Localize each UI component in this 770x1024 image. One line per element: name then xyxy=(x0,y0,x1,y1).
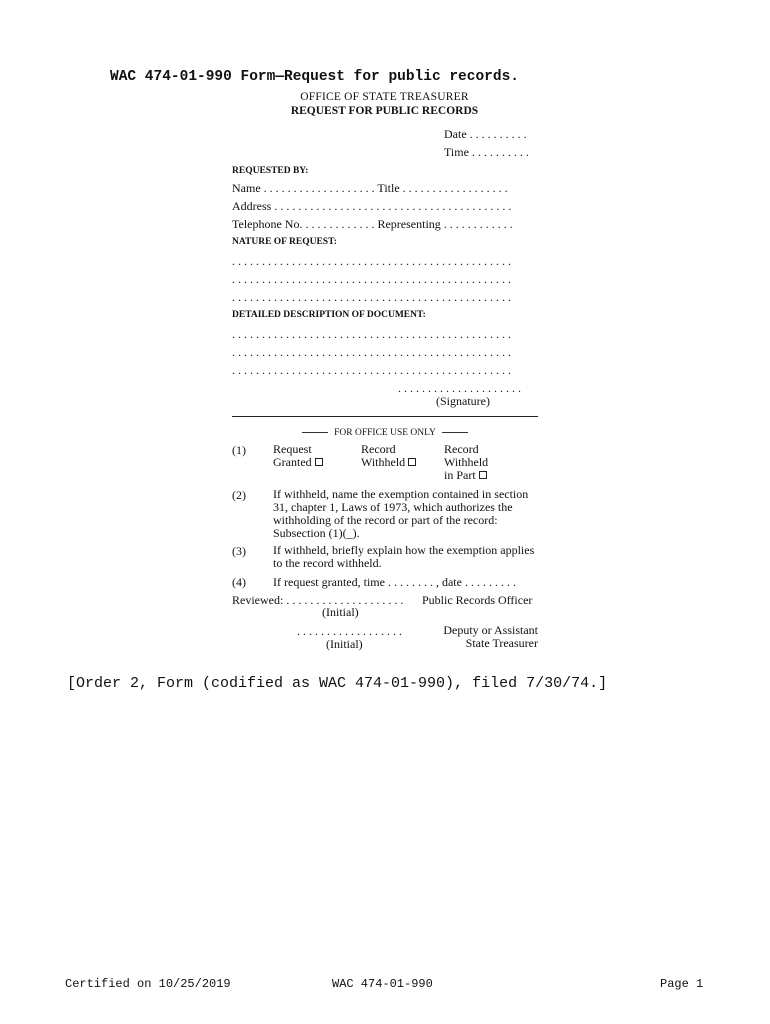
granted-checkbox xyxy=(315,458,323,466)
divider xyxy=(232,416,538,417)
record-withheld-line1: Record xyxy=(361,442,396,456)
nature-of-request-label: NATURE OF REQUEST: xyxy=(232,237,337,247)
item-1-number: (1) xyxy=(232,443,246,457)
record-withheld-label: Withheld xyxy=(361,455,406,469)
item-4-text: If request granted, time . . . . . . . . , date . . . . . . . . . xyxy=(273,575,516,589)
requested-by-label: REQUESTED BY: xyxy=(232,166,309,176)
request-granted-line2 xyxy=(273,456,323,469)
item-3-number: (3) xyxy=(232,544,246,558)
description-line-2: . . . . . . . . . . . . . . . . . . . . . . . . . . . . . . . . . . . . . . . . . . . . . . . xyxy=(232,345,511,359)
name-title-field: Name . . . . . . . . . . . . . . . . . . . Title . . . . . . . . . . . . . . . . . . xyxy=(232,181,508,195)
withheld-checkbox xyxy=(408,458,416,466)
telephone-field: Telephone No. . . . . . . . . . . . . Representing . . . . . . . . . . . . xyxy=(232,217,513,231)
form-heading: REQUEST FOR PUBLIC RECORDS xyxy=(290,105,479,117)
nature-line-2: . . . . . . . . . . . . . . . . . . . . . . . . . . . . . . . . . . . . . . . . . . . . . . . xyxy=(232,272,511,286)
record-withheld-option xyxy=(361,443,416,469)
record-withheld-part-option xyxy=(444,443,488,482)
nature-line-1: . . . . . . . . . . . . . . . . . . . . . . . . . . . . . . . . . . . . . . . . . . . . . . . xyxy=(232,254,511,268)
initial-label-1: (Initial) xyxy=(322,605,359,619)
request-granted-line1: Request xyxy=(273,442,312,456)
page-number: Page 1 xyxy=(660,977,704,991)
signature-label: (Signature) xyxy=(436,394,490,408)
document-title: WAC 474-01-990 Form—Request for public records. xyxy=(110,69,519,85)
description-line-3: . . . . . . . . . . . . . . . . . . . . . . . . . . . . . . . . . . . . . . . . . . . . . . . xyxy=(232,363,511,377)
time-field: Time . . . . . . . . . . xyxy=(444,145,529,159)
item-2-number: (2) xyxy=(232,488,246,502)
in-part-checkbox xyxy=(479,471,487,479)
signature-dots: . . . . . . . . . . . . . . . . . . . . . xyxy=(398,381,521,395)
withheld-part-line3 xyxy=(444,469,488,482)
deputy-line-2: State Treasurer xyxy=(465,636,538,650)
item-3-text: If withheld, briefly explain how the exemption applies to the record withheld. xyxy=(273,543,535,570)
office-use-label: FOR OFFICE USE ONLY xyxy=(334,428,436,438)
footer-wac-code: WAC 474-01-990 xyxy=(332,977,433,991)
office-use-heading xyxy=(232,428,538,438)
order-note: [Order 2, Form (codified as WAC 474-01-990), filed 7/30/74.] xyxy=(67,675,608,692)
request-granted-label: Granted xyxy=(273,455,312,469)
public-records-officer-label: Public Records Officer xyxy=(422,593,533,607)
initial-label-2: (Initial) xyxy=(326,637,363,651)
address-field: Address . . . . . . . . . . . . . . . . . . . . . . . . . . . . . . . . . . . . . . . . xyxy=(232,199,512,213)
office-name: OFFICE OF STATE TREASURER xyxy=(300,91,469,103)
nature-line-3: . . . . . . . . . . . . . . . . . . . . . . . . . . . . . . . . . . . . . . . . . . . . . . . xyxy=(232,290,511,304)
deputy-title xyxy=(400,624,538,650)
withheld-part-line2: Withheld xyxy=(444,455,489,469)
deputy-line-1: Deputy or Assistant xyxy=(443,623,538,637)
deputy-dots: . . . . . . . . . . . . . . . . . . xyxy=(297,624,402,638)
withheld-part-line1: Record xyxy=(444,442,479,456)
record-withheld-line2 xyxy=(361,456,416,469)
date-field: Date . . . . . . . . . . xyxy=(444,127,527,141)
certified-date: Certified on 10/25/2019 xyxy=(65,977,231,991)
description-line-1: . . . . . . . . . . . . . . . . . . . . . . . . . . . . . . . . . . . . . . . . . . . . . . . xyxy=(232,327,511,341)
item-4-number: (4) xyxy=(232,575,246,589)
in-part-label: in Part xyxy=(444,468,476,482)
request-granted-option xyxy=(273,443,323,469)
detailed-description-label: DETAILED DESCRIPTION OF DOCUMENT: xyxy=(232,310,426,320)
reviewed-field: Reviewed: . . . . . . . . . . . . . . . . . . . . xyxy=(232,593,404,607)
item-2-text: If withheld, name the exemption contained in section 31, chapter 1, Laws of 1973, which authorizes the withholding of the record or part of the record: Subsection (1)(_). xyxy=(273,487,529,540)
